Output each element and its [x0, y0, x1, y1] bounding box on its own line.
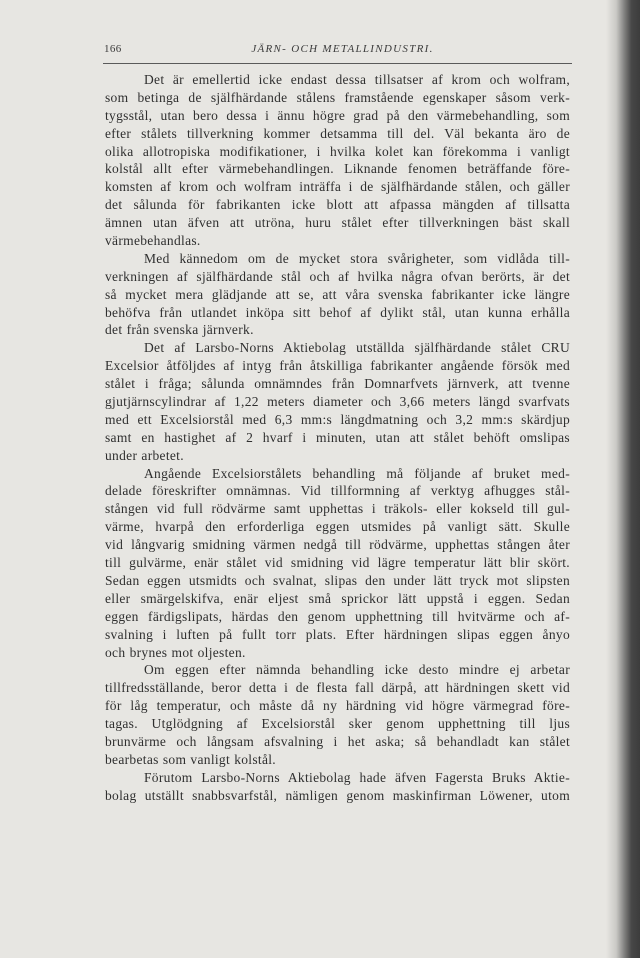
- header-rule: [103, 63, 572, 64]
- text-line: och brynes mot oljesten.: [105, 644, 246, 660]
- text-line: tillfredsställande, beror detta i de flesta fall därpå, att härdningen skett vid: [105, 680, 570, 696]
- text-line: gjutjärnscylindrar af 1,22 meters diameter och 3,66 meters längd svarfvats: [105, 394, 570, 410]
- paragraph: [105, 339, 570, 464]
- running-title: JÄRN- OCH METALLINDUSTRI.: [251, 43, 434, 55]
- text-line: som betinga de själfhärdande stålens framstående egenskaper såsom verk-: [105, 89, 570, 105]
- text-line: verkningen af själfhärdande stål och af hvilka några ofvan berörts, är det: [105, 268, 570, 284]
- text-line: Om eggen efter nämnda behandling icke desto mindre ej arbetar: [144, 662, 570, 678]
- text-line: efter stålets tillverkning kommer detsamma till del. Väl bekanta äro de: [105, 125, 570, 141]
- text-line: det sålunda för fabrikanten icke blott att afpassa mängden af tillsatta: [105, 197, 570, 213]
- text-line: bolag utställt snabbsvarfstål, nämligen genom maskinfirman Löwener, utom: [105, 787, 570, 803]
- text-line: olika allotropiska modifikationer, i hvilka kolet kan förekomma i vanligt: [105, 143, 570, 159]
- page-number: 166: [104, 43, 122, 55]
- text-line: till gulvärme, enär stålet vid smidning vid lägre temperatur lätt blir skört.: [105, 555, 570, 571]
- text-line: Sedan eggen utsmidts och svalnat, slipas den under lätt tryck mot slipsten: [105, 572, 570, 588]
- text-line: komsten af krom och wolfram inträffa i de själfhärdande stålen, och gäller: [105, 179, 570, 195]
- paragraph: [105, 769, 570, 805]
- text-line: delade föreskrifter omnämnas. Vid tillformning af verktyg afhugges stål-: [105, 483, 570, 499]
- text-line: Angående Excelsiorstålets behandling må följande af bruket med-: [144, 465, 570, 481]
- text-line: Det är emellertid icke endast dessa tillsatser af krom och wolfram,: [144, 72, 570, 87]
- body-text: [105, 71, 570, 805]
- text-line: bearbetas som vanligt kolstål.: [105, 751, 276, 767]
- text-line: vid långvarig smidning värmen nedgå till rödvärme, upphettas stången åter: [105, 537, 570, 553]
- text-line: brunvärme och långsam afsvalning i het aska; så behandladt kan stålet: [105, 733, 570, 749]
- text-line: Med kännedom om de mycket stora svårigheter, som vidlåda till-: [144, 250, 570, 266]
- text-line: eller smärgelskifva, enär eljest små sprickor lätt uppstå i eggen. Sedan: [105, 590, 570, 606]
- text-line: tygsstål, utan bero dessa i ännu högre grad på den värmebehandling, som: [105, 107, 570, 123]
- text-line: med ett Excelsiorstål med 6,3 mm:s längdmatning och 3,2 mm:s skärdjup: [105, 411, 570, 427]
- text-line: Det af Larsbo-Norns Aktiebolag utställda själfhärdande stålet CRU: [144, 340, 570, 356]
- paragraph: [105, 71, 570, 250]
- text-line: svalning i luften på fullt torr plats. Efter härdningen slipas eggen ånyo: [105, 626, 570, 642]
- text-line: under arbetet.: [105, 447, 184, 463]
- paragraph: [105, 465, 570, 662]
- text-line: eggen färdigslipats, härdas den genom upphettning till hvitvärme och af-: [105, 608, 570, 624]
- paragraph: [105, 250, 570, 339]
- text-line: värme, hvarpå den erforderliga eggen utsmides på vanligt sätt. Skulle: [105, 519, 570, 535]
- paragraph: [105, 661, 570, 768]
- text-line: Excelsior åtföljdes af intyg från åtskilliga fabrikanter angående försök med: [105, 358, 570, 374]
- text-line: tagas. Utglödgning af Excelsiorstål sker genom upphettning till ljus: [105, 716, 570, 732]
- text-line: ämnen utan äfven att utröna, huru stålet efter tillverkningen bäst skall: [105, 215, 570, 231]
- page-edge-shadow: [606, 0, 640, 958]
- text-line: Förutom Larsbo-Norns Aktiebolag hade äfven Fagersta Bruks Aktie-: [144, 769, 570, 785]
- text-line: så mycket mera glädjande att se, att våra svenska fabrikanter icke längre: [105, 286, 570, 302]
- text-line: stålet i fråga; sålunda omnämndes från Domnarfvets järnverk, att tvenne: [105, 376, 570, 392]
- text-line: behöfva från utlandet inköpa sitt behof af dylikt stål, utan kunna erhålla: [105, 304, 570, 320]
- text-line: värmebehandlas.: [105, 233, 201, 249]
- text-line: samt en hastighet af 2 hvarf i minuten, utan att stålet behöft omslipas: [105, 429, 570, 445]
- text-line: det från svenska järnverk.: [105, 322, 254, 338]
- text-line: för låg temperatur, och måste då ny härdning vid högre värmegrad före-: [105, 698, 570, 714]
- text-line: stången vid full rödvärme samt upphettas i träkols- eller kokseld till gul-: [105, 501, 570, 517]
- text-line: kolstål allt efter värmebehandlingen. Liknande fenomen beträffande före-: [105, 161, 570, 177]
